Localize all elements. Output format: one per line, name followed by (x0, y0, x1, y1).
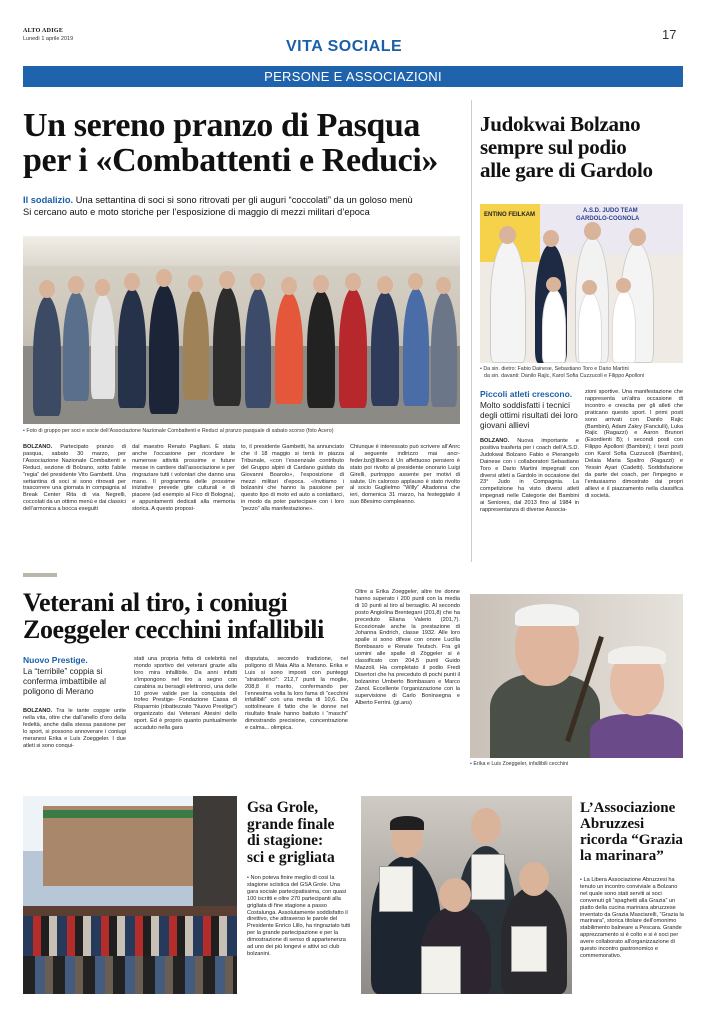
art2-title-line2: sempre sul podio (480, 135, 627, 159)
art4-title-line3: di stagione: (247, 832, 324, 849)
art4-title (247, 800, 335, 866)
art2-kicker: Piccoli atleti crescono. (480, 389, 573, 399)
art1-dateline: BOLZANO. (23, 444, 53, 450)
art1-photo-caption: Foto di gruppo per soci e socie dell’Associazione Nazionale Combattenti e Reduci al pranzo pasquale di sabato scorso (foto Acero) (26, 428, 334, 434)
art5-title (580, 800, 683, 864)
paper-name: ALTO ADIGE (23, 28, 64, 34)
art4-ski-photo (23, 796, 237, 994)
page-number: 17 (662, 27, 677, 42)
art3-col2: stati una propria fetta di celebrità nel mondo sportivo dei veterani grazie alla loro mira infallibile. Da anni infatti s’impongono nel tiro a segno con carabina su bersagli elettronici, una delle 10 prove valide per la conquista del trofeo Prestige- Fondazione Cassa di Risparmio (ribattezzato “Nuovo Prestige”) organizzato dai Veterani Atesini dello sport. Ed è proprio quanto puntualmente accaduto nella gara (134, 656, 237, 732)
column-divider (471, 100, 472, 562)
art2-col2: zioni sportive. Una manifestazione che rappresenta un’altra occasione di incontro e crescita per gli atleti che praticano questo sport. I primi posti sono arrivati con Danilo Rajic (Bambini), Adam Zakry (Fanciulli), Luka Rajic (Ragazzi) e Aaron Brunori (Esordienti B); i secondi posti con Filippo Apolloni (Bambini); i terzi posti con Karol Sofia Cuzzucoli (Bambini), Delaia Maria Spaltro (Ragazzi) e Yessin Ayari (Cadetti). Soddisfazione da parte dei coach, per l’impegno e l’entusiasmo dimostrato dai propri allievi e il piazzamento nella classifica di società. (585, 389, 683, 499)
art2-title-line3: alle gare di Gardolo (480, 158, 653, 182)
art3-col3: disputata, secondo tradizione, nel poligono di Maia Alta a Merano. Erika e Luis si sono imposti con punteggi “stratosferici”: 212,7 punti la moglie, 208,8 il marito, confermando per l’ennesima volta la loro fama di “cecchini infallibili” con una media di 10,6. Da sottolineare il fatto che le donne nel risultato finale hanno battuto i “maschi” dimostrando precisione, concentrazione e calma... olimpica. (245, 656, 348, 732)
art2-banner-text-1: ENTINO FEILKAM (484, 212, 535, 218)
issue-date: Lunedì 1 aprile 2019 (23, 36, 74, 42)
art3-kicker: Nuovo Prestige. (23, 655, 88, 665)
art5-title-line2: Abruzzesi (580, 816, 645, 832)
art1-kicker: Il sodalizio. (23, 195, 74, 205)
art2-title (480, 113, 653, 182)
art5-title-line3: ricorda “Grazia (580, 832, 683, 848)
art3-couple-photo (470, 594, 683, 758)
art2-col1: BOLZANO. Nuova importante e positiva trasferta per i coach dell’A.S.D. Judokwai Bolzano Fabio e Pierangelo Dainese con i collaboratori Sebastiano Toro e Dario Martini impegnati con diversi atleti a Gardolo in occasione del 23° Judo in Compagnia. La competizione ha visto diversi atleti impegnati nelle Categorie dei Bambini ai Seniores, dal 2013 fino al 1984 in rappresentanza di diverse Associa- (480, 438, 579, 514)
art5-title-line4: la marinara” (580, 848, 664, 864)
art4-title-line1: Gsa Grole, (247, 799, 319, 816)
art2-banner-text-2: A.S.D. JUDO TEAM (583, 208, 638, 214)
art3-col1: BOLZANO. Tra le tante coppie unite nella vita, oltre che dall’anello d’oro della fedeltà, anche dalla stessa passione per lo sport, si possono annoverare i coniugi meranesi Erika e Luis Zoeggeler. I due atleti si sono conqui- (23, 708, 126, 749)
art2-dateline: BOLZANO. (480, 438, 510, 444)
art1-subtitle: Una settantina di soci si sono ritrovati per gli auguri “coccolati” da un goloso menù (73, 195, 413, 205)
art2-subtitle: Molto soddisfatti i tecnici degli ottimi risultati dei loro giovani allievi (480, 400, 578, 430)
art1-col1: BOLZANO. Partecipato pranzo di pasqua, sabato 30 marzo, per l’Associazione Nazionale Combattenti e Reduci, sezione di Bolzano, sotto l’abile “regia” del presidente Vito Gambetti. Una settantina di soci si sono ritrovati per trascorrere una giornata in compagnia al Break Center Rita di via Negrelli, coccolati da un ottimo menù e dai classici dell’armonica a bocca eseguiti (23, 444, 126, 513)
section-title: VITA SOCIALE (286, 38, 403, 55)
art2-banner-text-3: GARDOLO-COGNOLA (576, 216, 640, 222)
art5-title-line1: L’Associazione (580, 800, 676, 816)
art3-caption: Erika e Luis Zoeggeler, infallibili cecchini (473, 761, 569, 767)
art5-group-photo (361, 796, 572, 994)
art5-body: La Libera Associazione Abruzzesi ha tenuto un incontro conviviale a Bolzano nel quale sono stati serviti ai soci convenuti gli “spaghetti alla Grazia” un piatto della cucina marinara abruzzese inventato da Grazia Masciarelli, “Grazia la marinara”, storica titolare dell’omonimo stabilimento balneare a Pescara. Grande apprezzamento si è colto e si è soci per avere collaborato all’organizzazione di questo incontro gastronomico e commemorativo. (580, 877, 684, 959)
art1-col2: dal maestro Renato Pagliani. È stata anche l’occasione per ricordare le numerose attività prossime e future messe in cantiere dall’associazione e per ringraziare tutti i volontari che danno una mano. Il programma delle prossime iniziative prevede gite culturali e di piacere (ad esempio al Fico di Bologna), e appuntamenti dedicati alla memoria storica. A questo proposi- (132, 444, 235, 513)
art1-col4: Chiunque è interessato può scrivere all’Anrc al seguente indirizzo mai ancr-feder.bz@libero.it Un affettuoso pensiero è stato poi rivolto al presidente onorario Luigi Girelli, purtroppo assente per motivi di salute. Un caloroso applauso è stato rivolto al socio Guglielmo “Willy” Altadonna che ieri, domenica 31 marzo, ha festeggiato il suo 88esimo compleanno. (350, 444, 460, 506)
art4-title-line2: grande finale (247, 815, 335, 833)
art3-dateline: BOLZANO. (23, 708, 53, 714)
art3-title-line2: Zoeggeler cecchini infallibili (23, 615, 324, 644)
art3-col4: Oltre a Erika Zoeggeler, altre tre donne hanno superato i 200 punti con la media di 10 punti al tiro al bersaglio. Al secondo posto Angiolina Brentegani (201,8) che ha preceduto Eliana Valerio (201,7). Eccezionale anche la prestazione di Johanna Endrich, classe 1932. Alle loro spalle si sono difese con onore Lucilla Bombasaro e Renate Teutsch. Fra gli uomini alle spalle di Zöggeler si è classificato con 204,5 punti Guido Mazzoli. Ha completato il podio Fredi Disertori che ha preceduto di pochi punti il bolzanino Umberto Bombasaro e Marco Zanol. Eccellente l’organizzazione con la supervisione di Carlo Boninsegna e Alberto Ferrini. (gi.ans) (355, 589, 460, 706)
art1-group-photo (23, 236, 460, 424)
section-banner (23, 66, 683, 87)
art2-judo-photo (480, 204, 683, 363)
art2-caption-2: da sin. davanti: Danilo Rajic, Karol Sofia Cuzzucoli e Filippo Apolloni (484, 373, 645, 379)
art1-title-line2: per i «Combattenti e Reduci» (23, 142, 439, 179)
art4-body: Non poteva finire meglio di così la stagione sciistica del GSA Grole. Una gara sociale partecipatissima, con quasi 100 iscritti e oltre 270 partecipanti alla grigliata di fine stagione a passo Costalunga. Assolutamente soddisfatto il direttivo, che attraverso le parole del Presidente Enrico Lillo, ha ringraziato tutti per la grande partecipazione e per la dimostrazione di senso di appartenenza ad uno dei più longevi e attivi sci club bolzanini. (247, 875, 351, 957)
art3-title-line1: Veterani al tiro, i coniugi (23, 588, 288, 617)
art2-title-line1: Judokwai Bolzano (480, 112, 641, 136)
art2-caption-1: Da sin. dietro: Fabio Dainese, Sebastiano Toro e Dario Martini (483, 366, 629, 372)
art3-rule (23, 573, 57, 577)
section-banner-text: PERSONE E ASSOCIAZIONI (264, 69, 442, 84)
art1-title-line1: Un sereno pranzo di Pasqua (23, 107, 421, 144)
art3-subtitle: La “terribile” coppia si conferma imbattibile al poligono di Merano (23, 666, 107, 696)
art1-subtitle-2: Si cercano auto e moto storiche per l’esposizione di maggio di mezzi militari d’epoca (23, 207, 370, 217)
art1-col3: to, il presidente Gambetti, ha annunciato che il 18 maggio si terrà in piazza Tribunale, «con l’essenziale contributo del Gruppo alpini di Cardano guidato da Giovanni Boarolo», l’esposizione di mezzi militari d’epoca. «Invitiamo i bolzanini che hanno la passione per questo tipo di moto ed auto a contattarci, in modo da poter partecipare con i loro “pezzo” alla manifestazione». (241, 444, 344, 513)
art4-title-line4: sci e grigliata (247, 848, 335, 866)
